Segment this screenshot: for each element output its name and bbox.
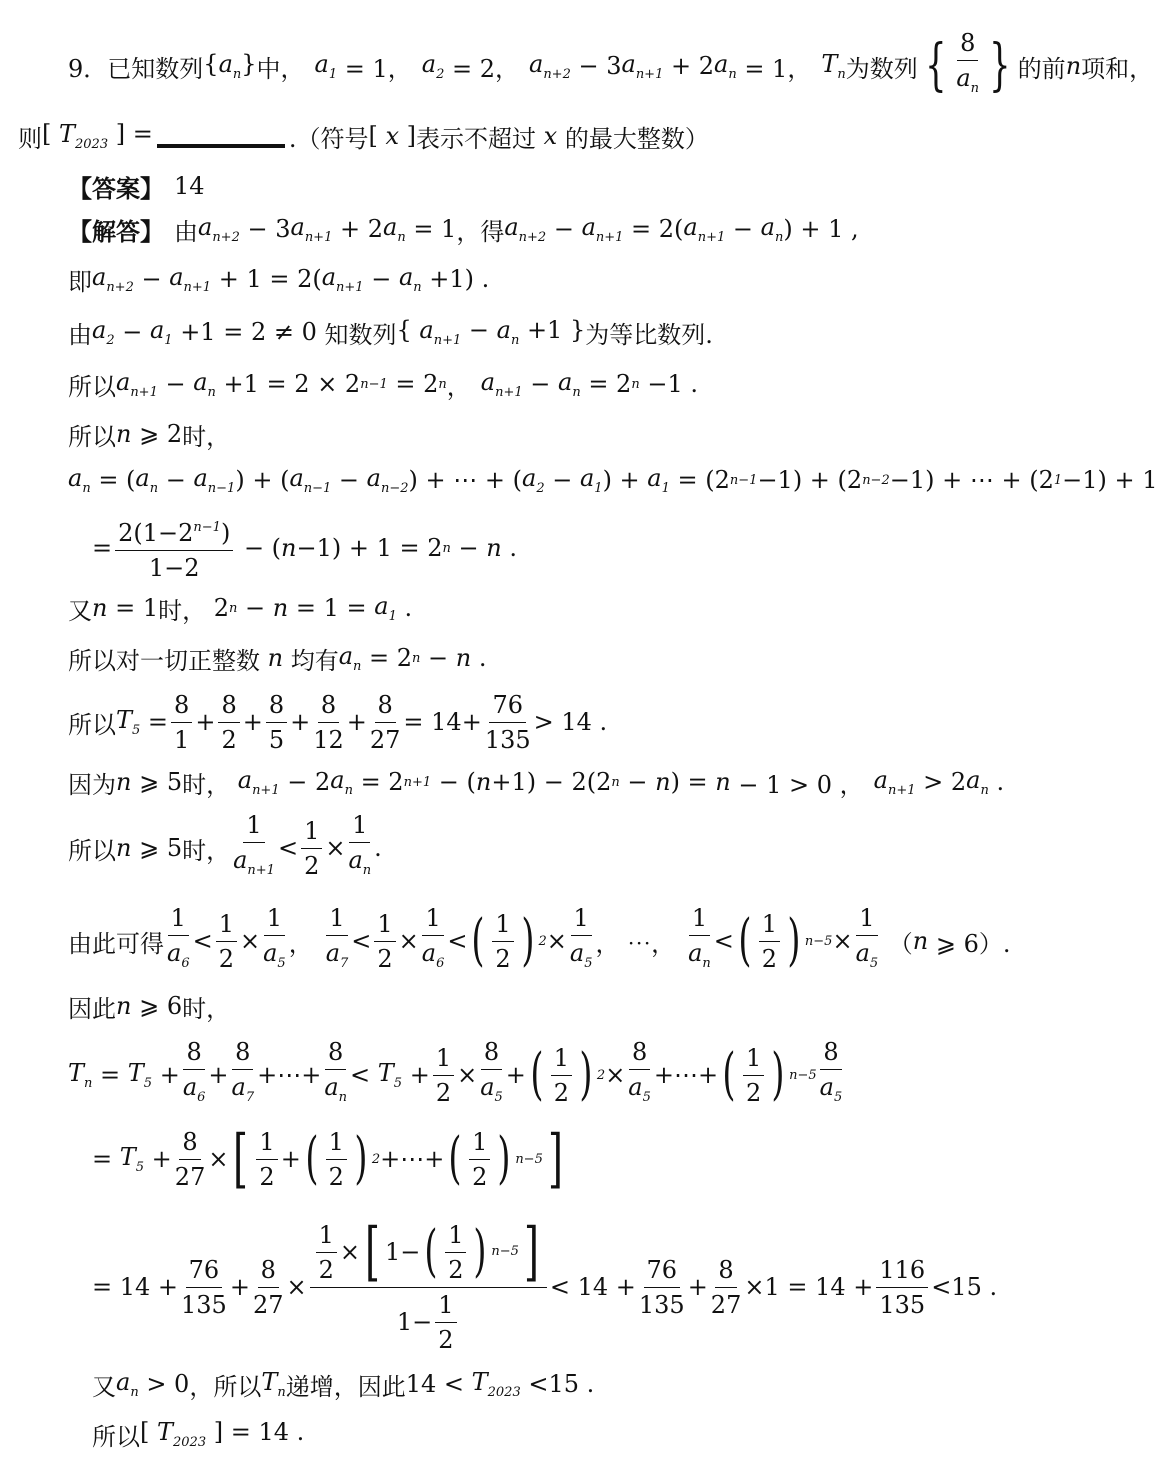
- question-number: 9．: [68, 54, 108, 83]
- answer-label: 【答案】: [68, 174, 164, 203]
- solution-line-12: 所以 n ⩾ 5 时， 1 $a_{n+1}$ < 1 2 × 1 $a_n$ .: [68, 811, 382, 880]
- question-line-2: 则 [ $T_{2023}$ ] = .（符号 [ x ] 表示不超过 x 的最大整数）: [18, 120, 709, 153]
- solution-line-1: 【解答】 由 $a_{n+2}$ − 3 $a_{n+1}$ + 2 $a_n$ = 1 ，得 $a_{n+2}$ − $a_{n+1}$ = 2( $a_{n+1}$ − $a_n$ ) + 1 ,: [68, 213, 859, 246]
- solution-line-11: 因为 n ⩾ 5 时， $a_{n+1}$ − 2 $a_n$ = 2 n+1 − ( n +1) − 2(2 n − n ) = n − 1 > 0 ， $a_{n+1}$ > 2 $a_n$ .: [68, 766, 1005, 799]
- solution-line-13: 由此可得 1 $a_6$ < 1 2 × 1 $a_5$ ， 1 $a_7$ < 1 2 × 1 $a_6$ < ( 1 2 ) 2 × 1 $a_5$ ， ⋯， 1 $a_n$ < ( 1 2 ) n−5 × 1 $a_5$ （ n ⩾ 6）.: [68, 904, 1011, 973]
- solution-line-17: = 14 + 76 135 + 8 27 × 1 2 × [ 1− ( 1 2 ) n−5 ] 1− 1 2 < 14 + 76 135 + 8 27 ×1 = 14 + 116 135 <15 .: [92, 1215, 998, 1354]
- solution-line-19: 所以 [ $T_{2023}$ ] = 14 .: [92, 1418, 305, 1451]
- solution-line-6: $a_n$ = ( $a_n$ − $a_{n-1}$ ) + ( $a_{n-1}$ − $a_{n-2}$ ) + ⋯ + ( $a_2$ − $a_1$ ) + $a_1$ = (2 n−1 −1) + (2 n−2 −1) + ⋯ + (2 1 −1) + 1: [68, 464, 1158, 496]
- solution-line-2: 即 $a_{n+2}$ − $a_{n+1}$ + 1 = 2( $a_{n+1}$ − $a_n$ +1) .: [68, 263, 490, 296]
- solution-line-14: 因此 n ⩾ 6 时，: [68, 992, 231, 1023]
- answer-blank: [157, 124, 285, 148]
- solution-line-5: 所以 n ⩾ 2 时，: [68, 420, 231, 451]
- solution-label: 【解答】: [68, 217, 164, 246]
- question-line-1: 9． 已知数列 $\{a_n\}$ 中， $a_1$ = 1， $a_2$ = 2， $a_{n+2}$ − 3 $a_{n+1}$ + 2 $a_n$ = 1， $T_n$ 为数列 { 8 $a_n$ } 的前 n 项和，: [68, 29, 1154, 98]
- solution-line-18: 又 $a_n$ > 0 ，所以 $T_n$ 递增，因此 14 < $T_{2023}$ <15 .: [92, 1368, 595, 1401]
- solution-line-4: 所以 $a_{n+1}$ − $a_n$ +1 = 2 × 2 n−1 = 2 n ， $a_{n+1}$ − $a_n$ = 2 n −1 .: [68, 368, 698, 401]
- solution-line-8: 又 n = 1 时， 2 n − n = 1 = $a_1$ .: [68, 592, 413, 625]
- solution-line-3: 由 $a_2$ − $a_1$ +1 = 2 ≠ 0 知数列 { $a_{n+1} - a_n +1$ } 为等比数列.: [68, 316, 713, 349]
- answer-line: [68, 164, 205, 208]
- answer-value: 14: [174, 172, 205, 200]
- solution-line-15: $T_n$ = $T_5$ + 8 $a_6$ + 8 $a_7$ +⋯+ 8 $a_n$ < $T_5$ + 1 2 × 8 $a_5$ + ( 1 2 ) 2 × 8 $a_5$ +⋯+ ( 1 2 ) n−5 8 $a_5$: [68, 1038, 843, 1107]
- solution-line-9: 所以对一切正整数 n 均有 $a_n$ = 2 n − n .: [68, 642, 487, 675]
- solution-line-7: = $2(1-2^{n-1})$ 1−2 − ( n −1) + 1 = 2 n − n .: [92, 516, 517, 580]
- solution-line-16: = $T_5$ + 8 27 × [ 1 2 + ( 1 2 ) 2 +⋯+ ( 1 2 ) n−5 ]: [92, 1122, 563, 1196]
- solution-line-10: 所以 $T_5$ = 8 1 + 8 2 + 8 5 + 8 12 + 8 27 = 14+ 76 135 > 14 .: [68, 690, 608, 754]
